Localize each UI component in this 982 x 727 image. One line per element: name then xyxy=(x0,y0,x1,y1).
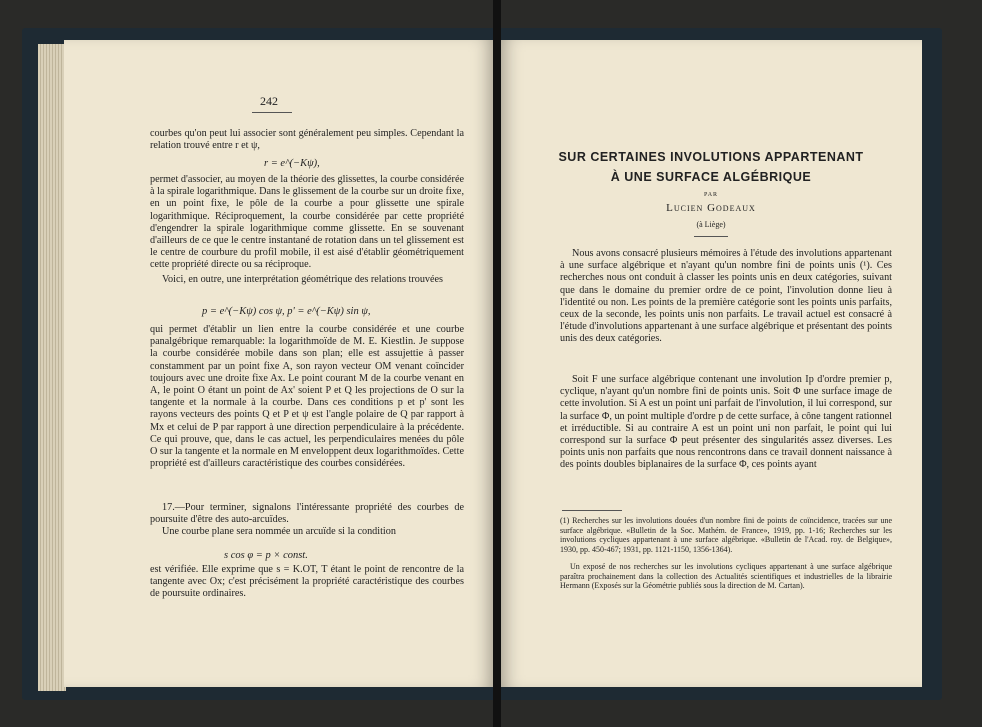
page-number-rule xyxy=(252,112,292,113)
article-paragraph-2: Soit F une surface algébrique contenant une involution Ip d'ordre premier p, cyclique, n'ayant qu'un nombre fini de points unis. Soit Φ une surface image de cette involution. Si A est un point uni parfait de l'involution, il lui correspond, sur la surface Φ, un point multiple d'ordre p de cette surface, à cône tangent rationnel et irréductible. Si au contraire A est un point uni non parfait, le point qui lui correspond sur la surface Φ peut présenter des singularités assez diverses. Les points unis non parfaits que nous rencontrons dans ce travail donnent naissance à des points doubles biplanaires de la surface Φ, ces points ayant xyxy=(560,374,892,471)
paragraph-7: est vérifiée. Elle exprime que s = K.OT, T étant le point de rencontre de la tangente avec Ox; c'est précisément la propriété caractéristique des courbes de poursuite ordinaires. xyxy=(150,564,464,600)
formula-1: r = e^(−Kψ), xyxy=(264,158,320,169)
paragraph-1: courbes qu'on peut lui associer sont généralement peu simples. Cependant la relation trouvé entre r et ψ, xyxy=(150,128,464,152)
article-title-line-1: SUR CERTAINES INVOLUTIONS APPARTENANT xyxy=(558,150,864,164)
book-spine xyxy=(493,0,501,727)
paragraph-5: 17.—Pour terminer, signalons l'intéressante propriété des courbes de poursuite d'être des auto-arcuïdes. xyxy=(150,502,464,526)
footnote-1: (1) Recherches sur les involutions douées d'un nombre fini de points de coïncidence, tracées sur une surface algébrique. «Bulletin de la Soc. Mathém. de France», 1919, pp. 1-16; Recherches sur les involutions cycliques appartenant à une surface algébrique. «Bulletin de l'Acad. roy. de Belgique», 1930, pp. 450-467; 1931, pp. 1121-1150, 1356-1364). xyxy=(560,516,892,554)
page-edges xyxy=(38,44,66,691)
formula-3: s cos φ = p × const. xyxy=(224,550,308,561)
paragraph-6: Une courbe plane sera nommée un arcuïde si la condition xyxy=(162,526,396,537)
by-label: PAR xyxy=(703,192,719,198)
author-affiliation: (à Liège) xyxy=(696,220,726,229)
article-paragraph-1: Nous avons consacré plusieurs mémoires à l'étude des involutions appartenant à une surface algébrique et n'ayant qu'un nombre fini de points unis (¹). Ces recherches nous ont conduit à classer les points unis en deux catégories, suivant que dans le domaine du premier ordre de ce point, l'involution donne lieu à l'identité ou non. Les points de la première catégorie sont les points unis parfaits, ceux de la seconde, les points unis non parfaits. Le travail actuel est consacré à l'étude d'involutions appartenant à une surface algébrique et présentant des points unis des deux catégories. xyxy=(560,248,892,345)
author-name: Lucien Godeaux xyxy=(666,202,756,214)
page-number: 242 xyxy=(260,94,278,108)
heading-rule xyxy=(694,236,728,237)
footnote-2: Un exposé de nos recherches sur les involutions cycliques appartenant à une surface algébrique paraîtra prochainement dans la collection des Actualités scientifiques et industrielles de la librairie Hermann (Exposés sur la Géométrie publiés sous la direction de M. Cartan). xyxy=(560,562,892,591)
paragraph-4: qui permet d'établir un lien entre la courbe considérée et une courbe panalgébrique remarquable: la logarithmoïde de M. E. Kiestlin. Je suppose la courbe considérée mobile dans son plan; elle est assujettie à passer constamment par un point fixe A, son rayon vecteur OM venant coïncider toujours avec une droite fixe Ax. Le point courant M de la courbe venant en A, le point O étant un point de Ax' soient P et Q les projections de O sur la tangente et la normale à la courbe. Dans ces conditions p et p' sont les rayons vecteurs des points Q et P et ψ est l'angle polaire de Q par rapport à Mx et celui de P par rapport à une direction perpendiculaire à la précédente. Ce qui prouve, que, dans le cas actuel, les perpendiculaires menées du pôle O sur la tangente et la normale en M enveloppent deux logarithmoïdes. Cette propriété est d'ailleurs caractéristique des courbes considérées. xyxy=(150,324,464,470)
formula-2: p = e^(−Kψ) cos ψ, p' = e^(−Kψ) sin ψ, xyxy=(202,306,371,317)
right-page xyxy=(500,40,922,687)
paragraph-2: permet d'associer, au moyen de la théorie des glissettes, la courbe considérée à la spirale logarithmique. Dans le glissement de la courbe sur un droite fixe, en un point fixe, le pôle de la courbe a pour glissette une spirale logarithmique. Réciproquement, la courbe considérée par cette propriété d'engendrer la spirale logarithmique comme glissette. En se souvenant d'ailleurs de ce que le centre instantané de rotation dans un tel glissement est le centre de courbure du profil mobile, il est aisé d'établir géométriquement cette propriété directe ou sa réciproque. xyxy=(150,174,464,271)
footnote-rule xyxy=(562,510,622,511)
left-page xyxy=(64,40,494,687)
article-title-line-2: À UNE SURFACE ALGÉBRIQUE xyxy=(610,170,812,184)
paragraph-3: Voici, en outre, une interprétation géométrique des relations trouvées xyxy=(162,274,444,285)
